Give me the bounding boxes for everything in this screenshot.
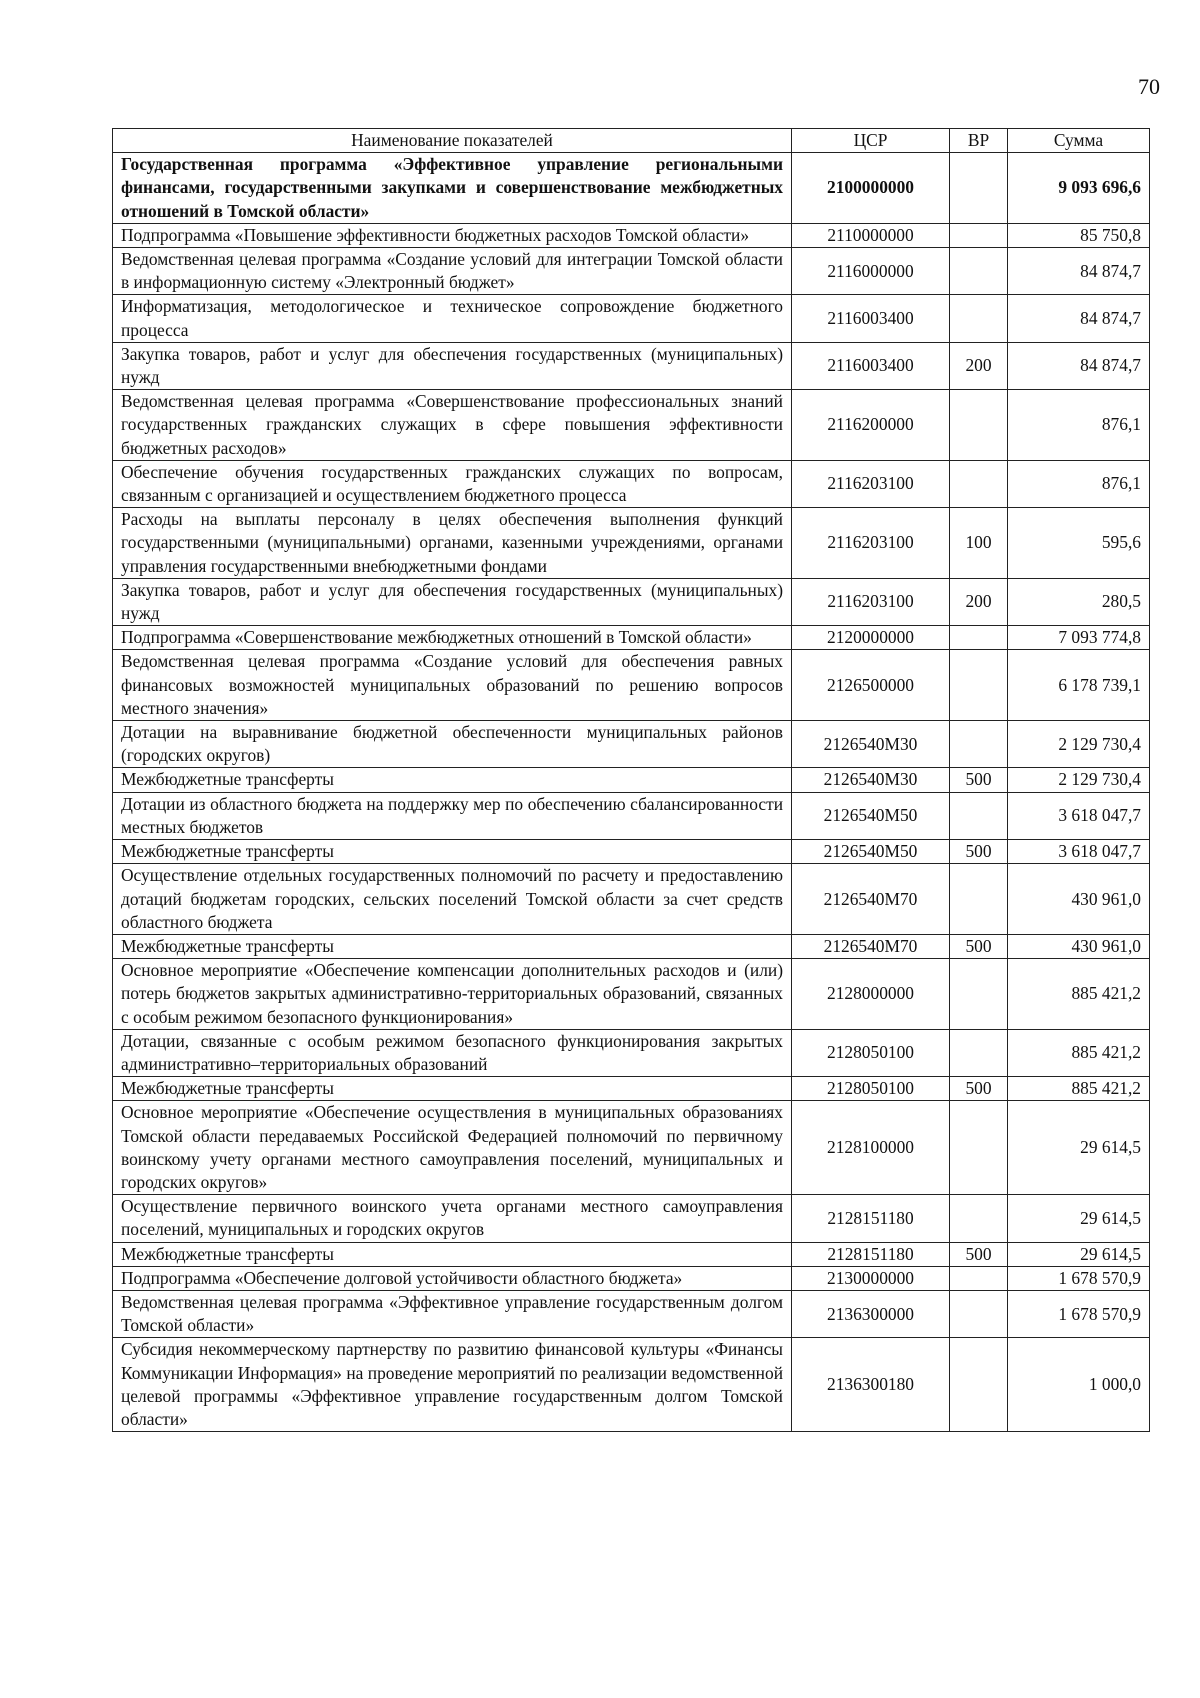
table-row — [113, 223, 1150, 247]
row-name-cell: Межбюджетные трансферты — [113, 768, 792, 792]
table-row — [113, 864, 1150, 935]
row-vr-cell: 500 — [950, 768, 1008, 792]
header-sum: Сумма — [1008, 129, 1150, 153]
header-csr: ЦСР — [792, 129, 950, 153]
row-sum-cell: 9 093 696,6 — [1008, 153, 1150, 224]
table-row — [113, 1029, 1150, 1076]
row-sum-cell: 885 421,2 — [1008, 959, 1150, 1030]
table-header-row — [113, 129, 1150, 153]
row-name-cell: Межбюджетные трансферты — [113, 934, 792, 958]
row-csr-cell: 2128151180 — [792, 1195, 950, 1242]
table-row — [113, 1101, 1150, 1195]
table-row — [113, 1266, 1150, 1290]
row-vr-cell: 100 — [950, 508, 1008, 579]
table-row — [113, 1195, 1150, 1242]
row-vr-cell — [950, 1338, 1008, 1432]
row-vr-cell — [950, 650, 1008, 721]
row-sum-cell: 6 178 739,1 — [1008, 650, 1150, 721]
row-vr-cell — [950, 1195, 1008, 1242]
row-sum-cell: 885 421,2 — [1008, 1077, 1150, 1101]
table-row — [113, 1290, 1150, 1337]
row-vr-cell — [950, 792, 1008, 839]
table-row — [113, 248, 1150, 295]
row-name-cell: Дотации на выравнивание бюджетной обеспеченности муниципальных районов (городских округов) — [113, 721, 792, 768]
row-sum-cell: 29 614,5 — [1008, 1242, 1150, 1266]
row-name-cell: Ведомственная целевая программа «Создание условий для интеграции Томской области в информационную систему «Электронный бюджет» — [113, 248, 792, 295]
row-name-cell: Подпрограмма «Повышение эффективности бюджетных расходов Томской области» — [113, 223, 792, 247]
row-csr-cell: 2126500000 — [792, 650, 950, 721]
row-name-cell: Субсидия некоммерческому партнерству по развитию финансовой культуры «Финансы Коммуникации Информация» на проведение мероприятий по реализации ведомственной целевой программы «Эффективное управление государственным долгом Томской области» — [113, 1338, 792, 1432]
row-sum-cell: 3 618 047,7 — [1008, 792, 1150, 839]
row-vr-cell — [950, 295, 1008, 342]
table-row — [113, 153, 1150, 224]
table-row — [113, 1242, 1150, 1266]
table-row — [113, 721, 1150, 768]
row-name-cell: Дотации из областного бюджета на поддержку мер по обеспечению сбалансированности местных бюджетов — [113, 792, 792, 839]
row-vr-cell — [950, 248, 1008, 295]
row-csr-cell: 2128151180 — [792, 1242, 950, 1266]
row-vr-cell: 500 — [950, 934, 1008, 958]
row-sum-cell: 84 874,7 — [1008, 248, 1150, 295]
row-sum-cell: 1 000,0 — [1008, 1338, 1150, 1432]
row-name-cell: Основное мероприятие «Обеспечение компенсации дополнительных расходов и (или) потерь бюджетов закрытых административно-территориальных образований, связанных с особым режимом безопасного функционирования» — [113, 959, 792, 1030]
row-csr-cell: 2128050100 — [792, 1029, 950, 1076]
row-sum-cell: 2 129 730,4 — [1008, 721, 1150, 768]
row-vr-cell — [950, 460, 1008, 507]
row-vr-cell — [950, 626, 1008, 650]
row-name-cell: Закупка товаров, работ и услуг для обеспечения государственных (муниципальных) нужд — [113, 342, 792, 389]
row-vr-cell — [950, 1101, 1008, 1195]
header-name: Наименование показателей — [113, 129, 792, 153]
row-vr-cell: 200 — [950, 342, 1008, 389]
budget-table — [112, 128, 1150, 1432]
row-sum-cell: 1 678 570,9 — [1008, 1290, 1150, 1337]
row-csr-cell: 2110000000 — [792, 223, 950, 247]
table-row — [113, 959, 1150, 1030]
row-csr-cell: 2116203100 — [792, 578, 950, 625]
row-vr-cell — [950, 864, 1008, 935]
row-sum-cell: 84 874,7 — [1008, 342, 1150, 389]
row-name-cell: Подпрограмма «Совершенствование межбюджетных отношений в Томской области» — [113, 626, 792, 650]
header-vr: ВР — [950, 129, 1008, 153]
row-name-cell: Дотации, связанные с особым режимом безопасного функционирования закрытых административно–территориальных образований — [113, 1029, 792, 1076]
row-name-cell: Осуществление отдельных государственных полномочий по расчету и предоставлению дотаций бюджетам городских, сельских поселений Томской области за счет средств областного бюджета — [113, 864, 792, 935]
table-row — [113, 650, 1150, 721]
table-row — [113, 934, 1150, 958]
row-vr-cell: 500 — [950, 1242, 1008, 1266]
row-name-cell: Информатизация, методологическое и техническое сопровождение бюджетного процесса — [113, 295, 792, 342]
row-name-cell: Ведомственная целевая программа «Эффективное управление государственным долгом Томской области» — [113, 1290, 792, 1337]
table-row — [113, 508, 1150, 579]
row-sum-cell: 430 961,0 — [1008, 864, 1150, 935]
table-row — [113, 1338, 1150, 1432]
row-vr-cell — [950, 153, 1008, 224]
table-row — [113, 390, 1150, 461]
row-sum-cell: 1 678 570,9 — [1008, 1266, 1150, 1290]
table-row — [113, 1077, 1150, 1101]
row-csr-cell: 2128000000 — [792, 959, 950, 1030]
row-csr-cell: 2116003400 — [792, 342, 950, 389]
row-vr-cell: 500 — [950, 1077, 1008, 1101]
row-csr-cell: 2126540М50 — [792, 840, 950, 864]
row-vr-cell — [950, 959, 1008, 1030]
row-vr-cell — [950, 1266, 1008, 1290]
row-csr-cell: 2126540М70 — [792, 864, 950, 935]
row-csr-cell: 2116203100 — [792, 508, 950, 579]
table-row — [113, 626, 1150, 650]
row-sum-cell: 595,6 — [1008, 508, 1150, 579]
table-row — [113, 840, 1150, 864]
row-sum-cell: 876,1 — [1008, 460, 1150, 507]
row-name-cell: Межбюджетные трансферты — [113, 1242, 792, 1266]
row-vr-cell — [950, 223, 1008, 247]
row-csr-cell: 2126540М50 — [792, 792, 950, 839]
row-vr-cell: 500 — [950, 840, 1008, 864]
row-vr-cell: 200 — [950, 578, 1008, 625]
table-row — [113, 295, 1150, 342]
row-name-cell: Ведомственная целевая программа «Создание условий для обеспечения равных финансовых возможностей муниципальных образований по решению вопросов местного значения» — [113, 650, 792, 721]
row-vr-cell — [950, 721, 1008, 768]
row-sum-cell: 29 614,5 — [1008, 1101, 1150, 1195]
row-csr-cell: 2116003400 — [792, 295, 950, 342]
row-sum-cell: 84 874,7 — [1008, 295, 1150, 342]
row-csr-cell: 2116200000 — [792, 390, 950, 461]
row-csr-cell: 2126540М30 — [792, 768, 950, 792]
row-sum-cell: 29 614,5 — [1008, 1195, 1150, 1242]
row-csr-cell: 2116203100 — [792, 460, 950, 507]
row-sum-cell: 3 618 047,7 — [1008, 840, 1150, 864]
row-sum-cell: 280,5 — [1008, 578, 1150, 625]
row-csr-cell: 2128050100 — [792, 1077, 950, 1101]
row-sum-cell: 876,1 — [1008, 390, 1150, 461]
row-name-cell: Подпрограмма «Обеспечение долговой устойчивости областного бюджета» — [113, 1266, 792, 1290]
table-row — [113, 792, 1150, 839]
row-name-cell: Межбюджетные трансферты — [113, 840, 792, 864]
row-csr-cell: 2126540М30 — [792, 721, 950, 768]
table-row — [113, 768, 1150, 792]
row-vr-cell — [950, 390, 1008, 461]
row-name-cell: Основное мероприятие «Обеспечение осуществления в муниципальных образованиях Томской области передаваемых Российской Федерацией полномочий по первичному воинскому учету органами местного самоуправления поселений, муниципальных и городских округов» — [113, 1101, 792, 1195]
row-name-cell: Обеспечение обучения государственных гражданских служащих по вопросам, связанным с организацией и осуществлением бюджетного процесса — [113, 460, 792, 507]
row-csr-cell: 2128100000 — [792, 1101, 950, 1195]
table-row — [113, 578, 1150, 625]
row-vr-cell — [950, 1290, 1008, 1337]
row-sum-cell: 885 421,2 — [1008, 1029, 1150, 1076]
row-name-cell: Закупка товаров, работ и услуг для обеспечения государственных (муниципальных) нужд — [113, 578, 792, 625]
row-sum-cell: 85 750,8 — [1008, 223, 1150, 247]
row-csr-cell: 2120000000 — [792, 626, 950, 650]
row-csr-cell: 2126540М70 — [792, 934, 950, 958]
row-name-cell: Государственная программа «Эффективное управление региональными финансами, государственными закупками и совершенствование межбюджетных отношений в Томской области» — [113, 153, 792, 224]
row-sum-cell: 2 129 730,4 — [1008, 768, 1150, 792]
row-csr-cell: 2136300180 — [792, 1338, 950, 1432]
row-name-cell: Межбюджетные трансферты — [113, 1077, 792, 1101]
row-csr-cell: 2116000000 — [792, 248, 950, 295]
table-row — [113, 460, 1150, 507]
row-name-cell: Осуществление первичного воинского учета органами местного самоуправления поселений, муниципальных и городских округов — [113, 1195, 792, 1242]
row-csr-cell: 2136300000 — [792, 1290, 950, 1337]
row-sum-cell: 430 961,0 — [1008, 934, 1150, 958]
table-row — [113, 342, 1150, 389]
row-name-cell: Ведомственная целевая программа «Совершенствование профессиональных знаний государственных гражданских служащих в сфере повышения эффективности бюджетных расходов» — [113, 390, 792, 461]
row-name-cell: Расходы на выплаты персоналу в целях обеспечения выполнения функций государственными (муниципальными) органами, казенными учреждениями, органами управления государственными внебюджетными фондами — [113, 508, 792, 579]
row-vr-cell — [950, 1029, 1008, 1076]
page-number: 70 — [1138, 74, 1160, 99]
row-csr-cell: 2130000000 — [792, 1266, 950, 1290]
row-csr-cell: 2100000000 — [792, 153, 950, 224]
row-sum-cell: 7 093 774,8 — [1008, 626, 1150, 650]
